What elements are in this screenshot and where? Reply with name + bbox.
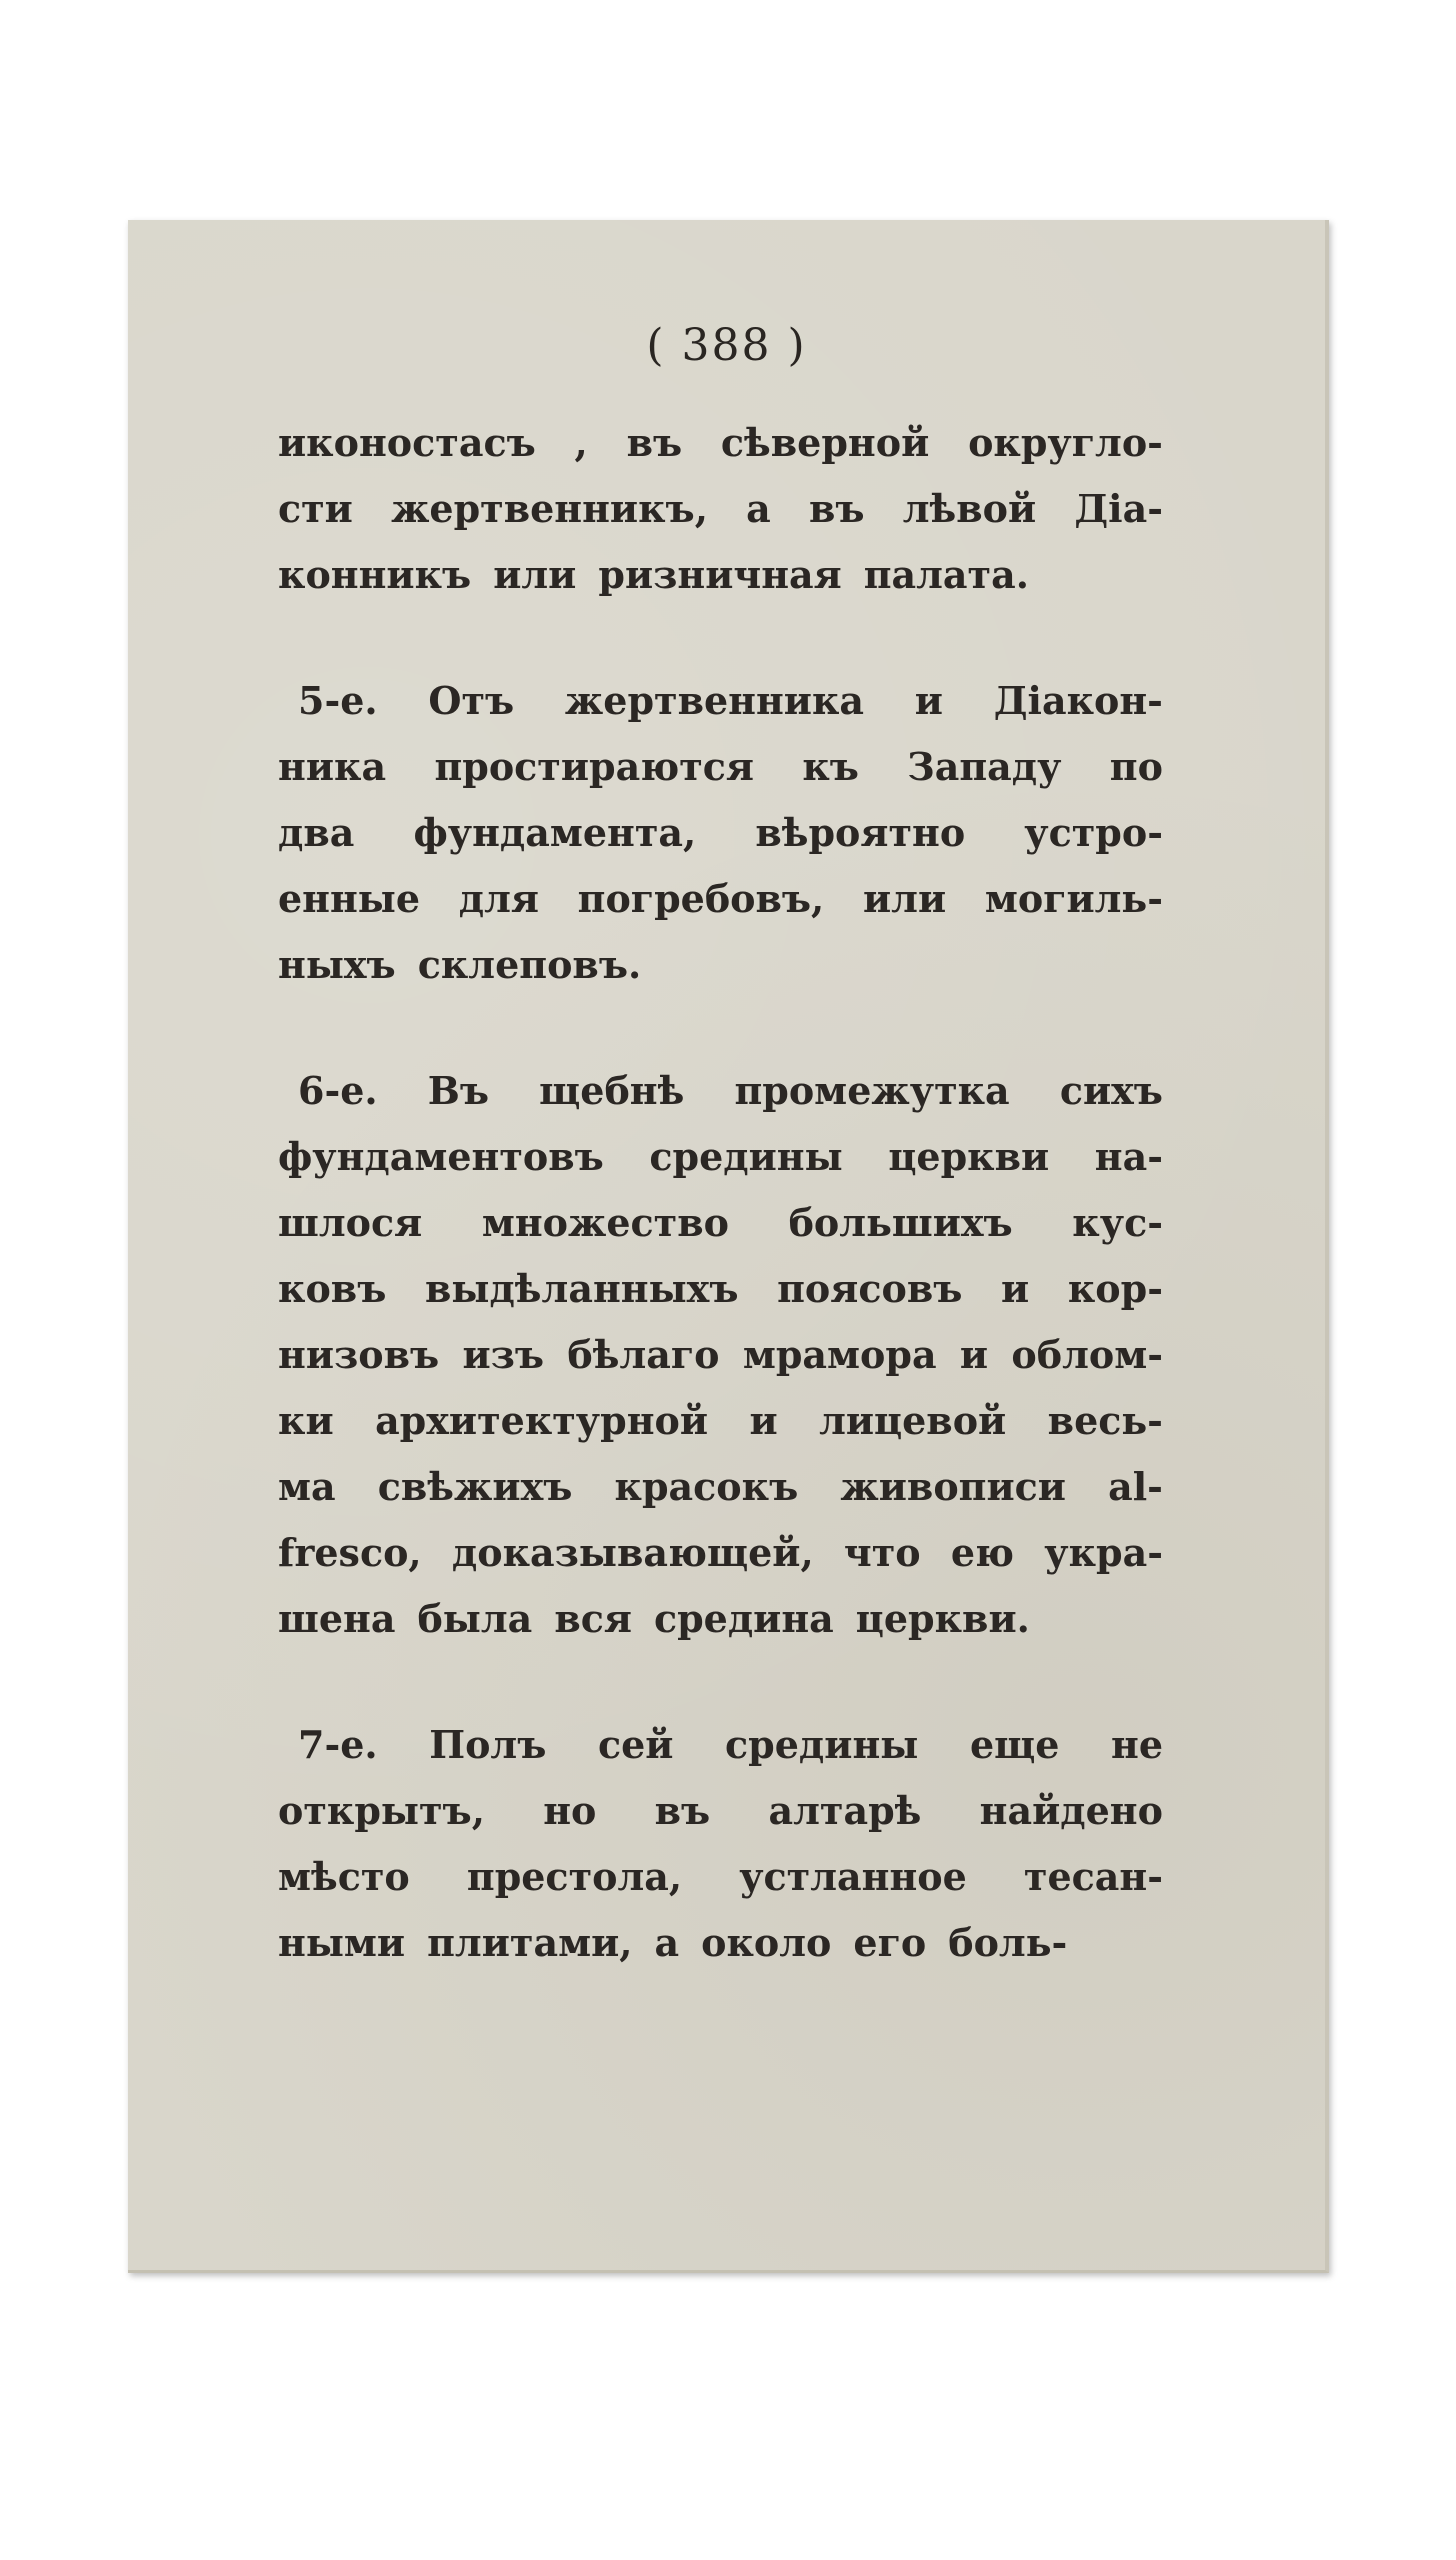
paragraph <box>278 410 1163 608</box>
paragraph-gap <box>278 998 1163 1058</box>
paragraph <box>278 1058 1163 1652</box>
text-line: ковъ выдѣланныхъ поясовъ и кор- <box>278 1266 1163 1311</box>
text-line: 7-е. Полъ сей средины еще не <box>298 1722 1163 1767</box>
text-line: низовъ изъ бѣлаго мрамора и облом- <box>278 1332 1163 1377</box>
text-line: енные для погребовъ, или могиль- <box>278 876 1163 921</box>
text-line: 5-е. Отъ жертвенника и Діакон- <box>298 678 1163 723</box>
text-line: шлося множество большихъ кус- <box>278 1200 1163 1245</box>
text-line: 6-е. Въ щебнѣ промежутка сихъ <box>298 1068 1163 1113</box>
paragraph <box>278 668 1163 998</box>
text-line: сти жертвенникъ, а въ лѣвой Діа- <box>278 486 1163 531</box>
page-number: ( 388 ) <box>646 320 807 371</box>
text-line: fresco, доказывающей, что ею укра- <box>278 1530 1163 1575</box>
text-line: ки архитектурной и лицевой весь- <box>278 1398 1163 1443</box>
paragraph <box>278 1712 1163 1976</box>
text-line: фундаментовъ средины церкви на- <box>278 1134 1163 1179</box>
body-text <box>278 410 1163 1976</box>
text-line: два фундамента, вѣроятно устро- <box>278 810 1163 855</box>
text-line: ника простираются къ Западу по <box>278 744 1163 789</box>
text-line: конникъ или ризничная палата. <box>278 552 1029 597</box>
book-page <box>128 220 1329 2273</box>
text-line: ма свѣжихъ красокъ живописи al- <box>278 1464 1163 1509</box>
paragraph-gap <box>278 1652 1163 1712</box>
text-line: открытъ, но въ алтарѣ найдено <box>278 1788 1163 1833</box>
text-line: иконостасъ , въ сѣверной округло- <box>278 420 1163 465</box>
text-line: шена была вся средина церкви. <box>278 1596 1030 1641</box>
text-line: ными плитами, а около его боль- <box>278 1920 1068 1965</box>
text-line: мѣсто престола, устланное тесан- <box>278 1854 1163 1899</box>
text-line: ныхъ склеповъ. <box>278 942 642 987</box>
paragraph-gap <box>278 608 1163 668</box>
